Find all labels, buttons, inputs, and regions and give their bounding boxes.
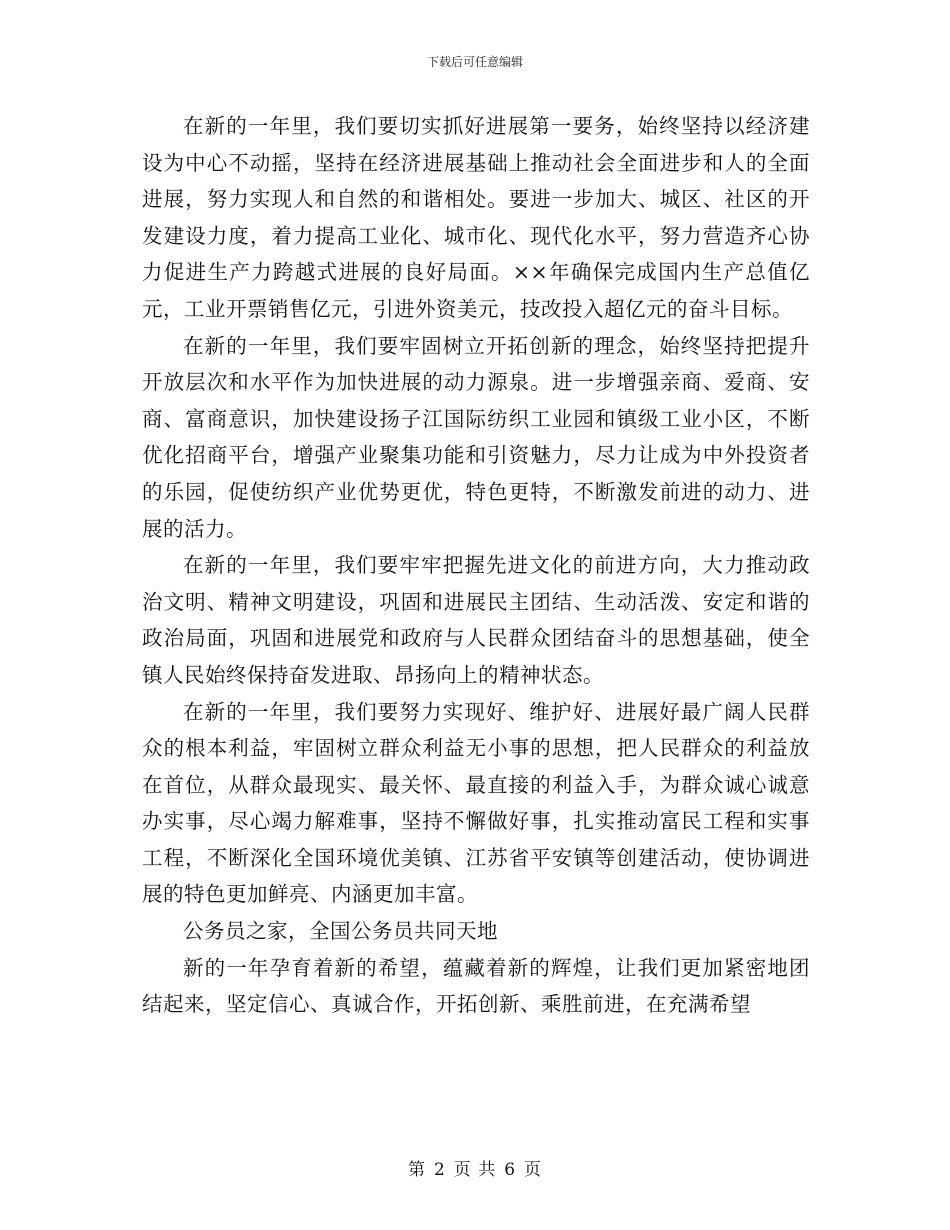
footer-prefix: 第 xyxy=(407,1160,426,1180)
current-page-number: 2 xyxy=(433,1160,446,1180)
page-header: 下载后可任意编辑 xyxy=(426,55,523,69)
total-pages-number: 6 xyxy=(504,1160,517,1180)
paragraph: 在新的一年里，我们要切实抓好进展第一要务，始终坚持以经济建设为中心不动摇，坚持在经济进展基础上推动社会全面进步和人的全面进展，努力实现人和自然的和谐相处。要进一步加大、城区、社区的开发建设力度，着力提高工业化、城市化、现代化水平，努力营造齐心协力促进生产力跨越式进展的良好局面。××年确保完成国内生产总值亿元，工业开票销售亿元，引进外资美元，技改投入超亿元的奋斗目标。 xyxy=(142,114,810,321)
page-footer xyxy=(0,1155,950,1180)
paragraph: 在新的一年里，我们要努力实现好、维护好、进展好最广阔人民群众的根本利益，牢固树立群众利益无小事的思想，把人民群众的利益放在首位，从群众最现实、最关怀、最直接的利益入手，为群众诚心诚意办实事，尽心竭力解难事，坚持不懈做好事，扎实推动富民工程和实事工程，不断深化全国环境优美镇、江苏省平安镇等创建活动，使协调进展的特色更加鲜亮、内涵更加丰富。 xyxy=(142,699,810,907)
footer-suffix: 页 xyxy=(524,1160,543,1180)
paragraph: 新的一年孕育着新的希望，蕴藏着新的辉煌，让我们更加紧密地团结起来，坚定信心、真诚合作，开拓创新、乘胜前进，在充满希望 xyxy=(142,955,810,1017)
footer-middle: 页 共 xyxy=(453,1160,497,1180)
paragraph: 在新的一年里，我们要牢固树立开拓创新的理念，始终坚持把提升开放层次和水平作为加快进展的动力源泉。进一步增强亲商、爱商、安商、富商意识，加快建设扬子江国际纺织工业园和镇级工业小区，不断优化招商平台，增强产业聚集功能和引资魅力，尽力让成为中外投资者的乐园，促使纺织产业优势更优，特色更特，不断激发前进的动力、进展的活力。 xyxy=(142,333,810,541)
paragraph: 在新的一年里，我们要牢牢把握先进文化的前进方向，大力推动政治文明、精神文明建设，巩固和进展民主团结、生动活泼、安定和谐的政治局面，巩固和进展党和政府与人民群众团结奋斗的思想基础，使全镇人民始终保持奋发进取、昂扬向上的精神状态。 xyxy=(142,553,810,687)
document-body xyxy=(142,108,810,1023)
paragraph: 公务员之家，全国公务员共同天地 xyxy=(183,919,498,944)
